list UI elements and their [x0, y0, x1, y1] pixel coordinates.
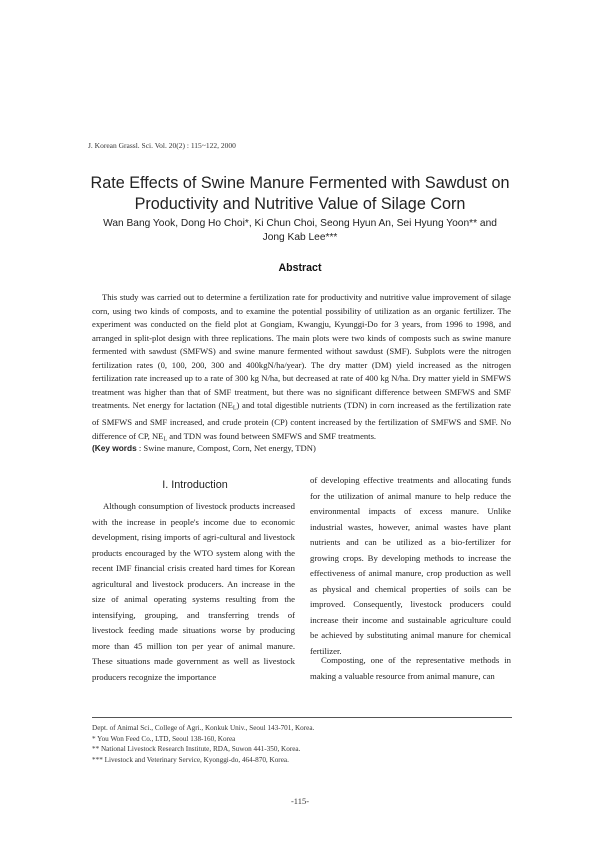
- introduction-right-column-paragraph-1: of developing effective treatments and allocating funds for the utilization of animal manure to help reduce the environmental impacts of excess manure. Unlike industrial wastes, however, animal wastes have plant nutrients and can be utilized as a bio-fertilizer for growing crops. By developing methods to increase the effectiveness of animal manure, crop production as well as physical and chemical properties of soils can be improved. Consequently, livestock producers could increase their income and sustainable agriculture could be achieved by substituting animal manure for chemical fertilizer.: [310, 475, 511, 657]
- keywords-text: : Swine manure, Compost, Corn, Net energy, TDN): [136, 443, 316, 453]
- keywords-label: (Key words: [92, 443, 137, 453]
- abstract-body: [92, 291, 511, 447]
- footnote-affiliation-3: ** National Livestock Research Institute, RDA, Suwon 441-350, Korea.: [92, 745, 301, 753]
- journal-citation: J. Korean Grassl. Sci. Vol. 20(2) : 115~122, 2000: [88, 141, 236, 150]
- paper-title-line-1: Rate Effects of Swine Manure Fermented with Sawdust on: [90, 174, 510, 192]
- introduction-left-column: Although consumption of livestock products increased with the increase in people's income due to economic development, rising imports of agri-cultural and livestock products encouraged by the WTO system along with the recent IMF financial crisis created hard times for Korean agricultural and livestock producers. An increase in the size of animal operating systems resulting from the intensifying, grouping, and transferring trends of livestock feeding made situations worse by producing more than 45 million ton per year of animal manure. These situations made government as well as livestock producers recognize the importance: [92, 501, 295, 683]
- abstract-heading: Abstract: [278, 262, 322, 274]
- page-number: -115-: [290, 796, 310, 806]
- paper-title-line-2: Productivity and Nutritive Value of Silage Corn: [134, 195, 466, 213]
- abstract-text-part-3: and TDN was found between SMFWS and SMF treatments.: [167, 430, 377, 441]
- abstract-text-part-2: ) and total digestible nutrients (TDN) in corn increased as the fertilization rate of SMFWS and SMF increased, and crude protein (CP) content increased by the fertilization of SMFWS and SMF. No difference of CP, NE: [92, 400, 511, 441]
- subscript-l: L: [163, 436, 168, 442]
- footnote-affiliation-2: * You Won Feed Co., LTD, Seoul 138-160, Korea: [92, 735, 236, 743]
- footnote-affiliation-4: *** Livestock and Veterinary Service, Kyonggi-do, 464-870, Korea.: [92, 756, 289, 764]
- footnote-divider: [92, 717, 512, 718]
- author-list-line-2: Jong Kab Lee***: [262, 232, 338, 243]
- subscript-l: L: [232, 405, 237, 412]
- introduction-heading: I. Introduction: [162, 479, 228, 491]
- footnote-affiliation-1: Dept. of Animal Sci., College of Agri., Konkuk Univ., Seoul 143-701, Korea.: [92, 724, 315, 732]
- keywords-line: [92, 442, 511, 455]
- abstract-text-part-1: This study was carried out to determine a fertilization rate for productivity and nutritive value improvement of silage corn, using two kinds of composts, and to examine the potential possibility of utilization as an organic fertilizer. The experiment was conducted on the field plot at Gongiam, Kwangju, Kyunggi-Do for 3 years, from 1996 to 1998, and arranged in split-plot design with three replications. The main plots were two kinds of composts such as swine manure fermented with sawdust (SMFWS) and swine manure fermented without sawdust (SMF). Subplots were the nitrogen fertilization rates (0, 100, 200, 300 and 400kgN/ha/year). The dry matter (DM) yield increased as the nitrogen fertilization rate increased up to a rate of 300 kg N/ha, but decreased at rate of 400 kg N/ha. Dry matter yield in SMFWS treatment was higher than that of SMF treatment, but there was no significant difference between SMFWS and SMF treatments. Net energy for lactation (NE: [92, 292, 511, 410]
- author-list-line-1: Wan Bang Yook, Dong Ho Choi*, Ki Chun Choi, Seong Hyun An, Sei Hyung Yoon** and: [103, 218, 497, 229]
- introduction-right-column-paragraph-2: Composting, one of the representative methods in making a valuable resource from animal manure, can: [310, 655, 511, 681]
